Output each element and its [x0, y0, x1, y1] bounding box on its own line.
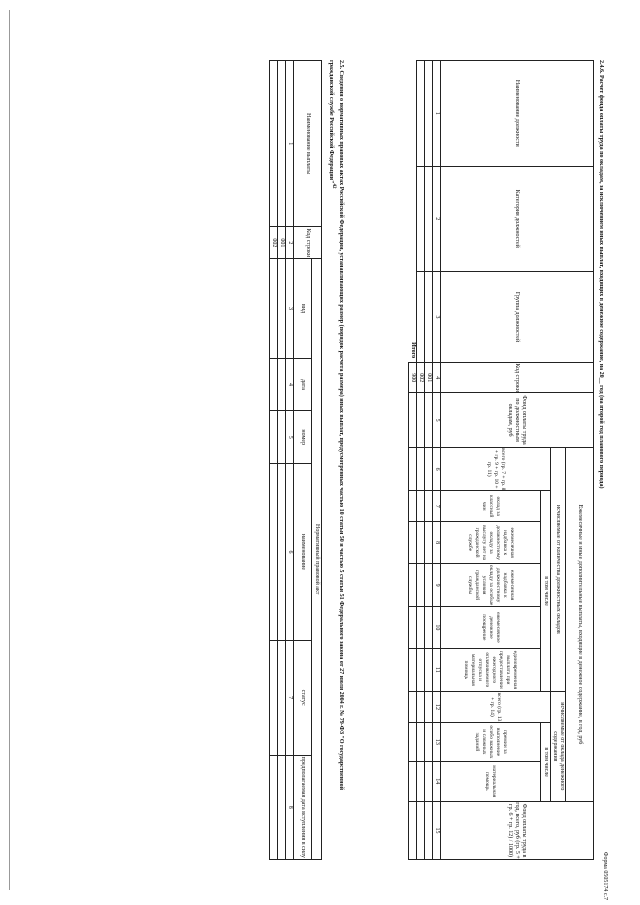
hdr-position-name: Наименование должности	[441, 61, 594, 167]
cell[interactable]	[417, 61, 425, 167]
section-25-title-text: 2.5. Сведения о нормативных правовых актах Российской Федерации, устанавливающих размер (порядок расчета размера) иных выплат, предусмотренных частью 10 статьи 50 и частью 5 статьи 51 Федерального закона от 27 июля 2004 г. № 79-ФЗ "О государственной гражданской службе Российской Федерации"	[328, 60, 344, 791]
hdr-c13: премии за выполнение особо важных и сложных заданий	[441, 723, 541, 761]
cell[interactable]	[417, 271, 425, 362]
cell[interactable]	[425, 723, 433, 761]
col-num: 1	[286, 61, 294, 227]
col-num: 4	[433, 363, 441, 393]
hdr-name: наименование	[294, 464, 312, 641]
hdr-total-fund: Фонд оплаты труда в год, всего, руб (гр. 5 + гр. 6 + гр. 12) / 1000)	[441, 801, 594, 859]
row-code: 001	[425, 363, 433, 393]
cell[interactable]	[425, 166, 433, 271]
cell[interactable]	[417, 166, 425, 271]
hdr-row-code-25: Код строки	[294, 227, 322, 259]
col-number-row	[433, 61, 441, 860]
hdr-position-category: Категория должностей	[441, 166, 594, 271]
cell[interactable]	[409, 393, 417, 448]
hdr-status: статус	[294, 640, 312, 755]
hdr-date: дата	[294, 358, 312, 411]
col-num: 5	[286, 411, 294, 464]
cell[interactable]	[409, 606, 417, 648]
col-num: 2	[286, 227, 294, 259]
table-row	[417, 61, 425, 860]
total-code: 900	[409, 363, 417, 393]
section-246-title: 2.4.6. Расчет фонда оплаты труда по окладам, за исключением иных выплат, входящих в денежное содержание, на 20__ год (на второй год планового периода)	[598, 60, 604, 489]
cell[interactable]	[425, 761, 433, 801]
col-num: 4	[286, 358, 294, 411]
col-num: 3	[286, 259, 294, 358]
col-num: 1	[433, 61, 441, 167]
table-row	[278, 61, 286, 860]
cell[interactable]	[409, 447, 417, 491]
cell[interactable]	[278, 61, 286, 227]
cell[interactable]	[409, 723, 417, 761]
col-num: 2	[433, 166, 441, 271]
cell[interactable]	[278, 411, 286, 464]
hdr-position-group: Группа должностей	[441, 271, 594, 362]
legal-acts-table	[269, 60, 322, 860]
cell[interactable]	[270, 464, 278, 641]
col-num: 15	[433, 801, 441, 859]
total-row	[409, 61, 417, 860]
cell[interactable]	[425, 447, 433, 491]
hdr-in-total: в том числе	[541, 491, 551, 691]
cell[interactable]	[425, 564, 433, 606]
footnote-mark: 42	[331, 183, 336, 189]
table-row	[270, 61, 278, 860]
col-num: 6	[433, 447, 441, 491]
col-num: 6	[286, 464, 294, 641]
cell[interactable]	[425, 61, 433, 167]
cell[interactable]	[417, 691, 425, 723]
cell[interactable]	[425, 648, 433, 691]
cell[interactable]	[270, 411, 278, 464]
cell[interactable]	[425, 393, 433, 448]
cell[interactable]	[425, 521, 433, 563]
cell[interactable]	[409, 648, 417, 691]
hdr-c8: ежемесячная надбавка к должностному окладу за выслугу лет на гражданской службе	[441, 521, 541, 563]
col-num: 7	[286, 640, 294, 755]
hdr-payment-name: Наименование выплаты	[294, 61, 322, 227]
hdr-number: номер	[294, 411, 312, 464]
cell[interactable]	[278, 464, 286, 641]
cell[interactable]	[270, 640, 278, 755]
cell[interactable]	[425, 606, 433, 648]
col-num: 8	[433, 521, 441, 563]
col-num: 5	[433, 393, 441, 448]
cell[interactable]	[409, 491, 417, 521]
row-code: 001	[278, 227, 286, 259]
hdr-c9: ежемесячная надбавка к должностному окладу за особые условия гражданской службы	[441, 564, 541, 606]
hdr-by-salary-count: исчисляемые от количества должностных окладов	[551, 447, 566, 691]
col-number-row-25	[286, 61, 294, 860]
col-num: 14	[433, 761, 441, 801]
cell[interactable]	[278, 358, 286, 411]
hdr-row-code: Код строки	[441, 363, 594, 393]
row-code: 002	[417, 363, 425, 393]
cell[interactable]	[417, 606, 425, 648]
hdr-allowances-group: Ежемесячные и иные дополнительные выплаты, входящие в денежное содержание, в год, руб	[566, 447, 594, 801]
cell[interactable]	[425, 801, 433, 859]
cell[interactable]	[409, 691, 417, 723]
hdr-class-rank: оклад за классный чин	[441, 491, 541, 521]
cell[interactable]	[270, 755, 278, 859]
hdr-legal-act: Нормативный правовой акт	[312, 259, 322, 860]
hdr-c14: материальная помощь	[441, 761, 541, 801]
cell[interactable]	[425, 691, 433, 723]
cell[interactable]	[425, 271, 433, 362]
cell[interactable]	[278, 259, 286, 358]
cell[interactable]	[409, 761, 417, 801]
col-num: 3	[433, 271, 441, 362]
cell[interactable]	[417, 393, 425, 448]
cell[interactable]	[417, 761, 425, 801]
col-num: 10	[433, 606, 441, 648]
section-25-title	[327, 60, 344, 820]
hdr-total-b: всего (гр. 13 + гр. 14)	[441, 691, 551, 723]
cell[interactable]	[409, 564, 417, 606]
cell[interactable]	[270, 358, 278, 411]
col-num: 8	[286, 755, 294, 859]
table-row	[425, 61, 433, 860]
hdr-expiry: предполагаемая дата вступления в силу	[294, 755, 312, 859]
col-num: 13	[433, 723, 441, 761]
scan-edge-line	[9, 10, 10, 890]
hdr-in-total-2: в том числе	[541, 723, 551, 802]
cell[interactable]	[425, 491, 433, 521]
cell[interactable]	[417, 648, 425, 691]
cell[interactable]	[417, 447, 425, 491]
cell[interactable]	[409, 521, 417, 563]
cell[interactable]	[417, 723, 425, 761]
cell[interactable]	[270, 259, 278, 358]
form-code: Форма 0505174 с.7	[602, 851, 608, 900]
cell[interactable]	[409, 801, 417, 859]
col-num: 11	[433, 648, 441, 691]
col-num: 7	[433, 491, 441, 521]
cell[interactable]	[417, 491, 425, 521]
hdr-c10: ежемесячное денежное поощрение	[441, 606, 541, 648]
col-num: 12	[433, 691, 441, 723]
cell[interactable]	[417, 521, 425, 563]
col-num: 9	[433, 564, 441, 606]
hdr-kind: вид	[294, 259, 312, 358]
hdr-total-a: всего (гр. 7 + гр. 8 + гр. 9 + гр. 10 + гр. 11)	[441, 447, 551, 491]
fot-table	[408, 60, 594, 860]
total-label: Итого	[409, 342, 416, 359]
hdr-c11: единовременная выплата при предоставлении ежегодного оплачиваемого отпуска и материальная помощь	[441, 648, 541, 691]
hdr-by-salary-amount: исчисляемые от оклада денежного содержания	[551, 691, 566, 801]
row-code: 002	[270, 227, 278, 259]
cell[interactable]	[417, 564, 425, 606]
cell[interactable]	[417, 801, 425, 859]
cell[interactable]	[278, 755, 286, 859]
cell[interactable]	[270, 61, 278, 227]
hdr-salary-fund: Фонд оплаты труда по должностным окладам, руб	[441, 393, 594, 448]
cell[interactable]	[278, 640, 286, 755]
